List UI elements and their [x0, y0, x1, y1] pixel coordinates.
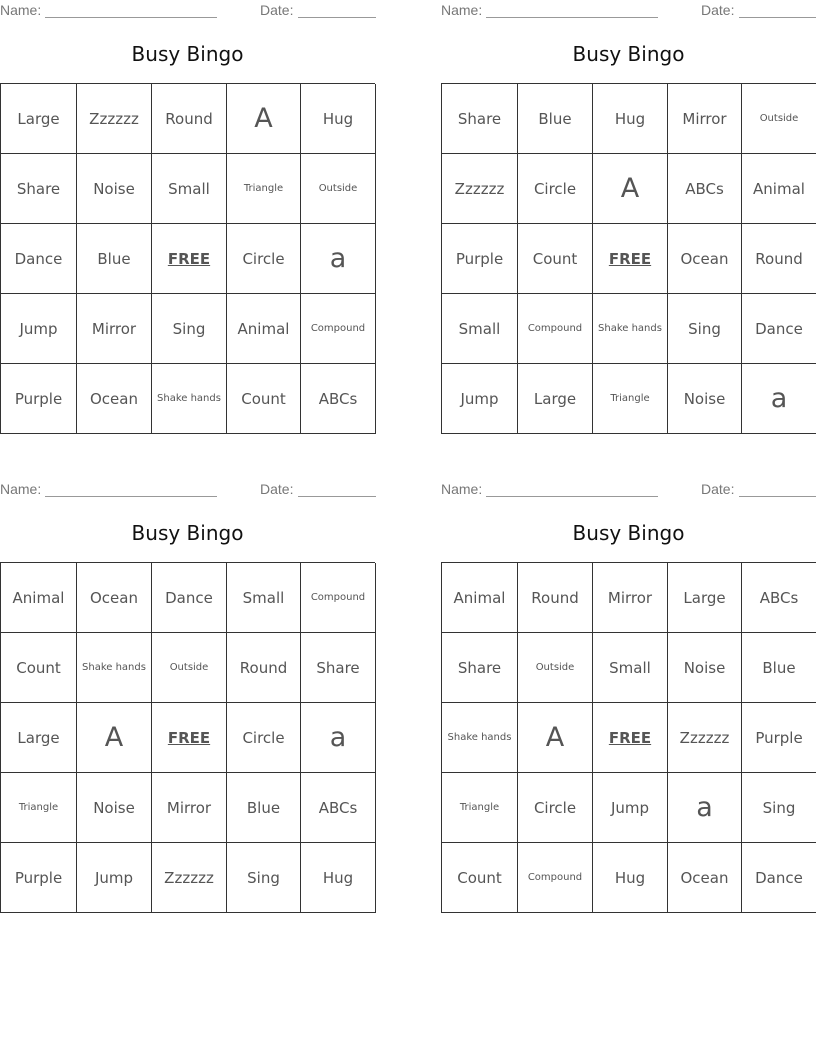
bingo-cell: Zzzzzz: [152, 843, 227, 913]
date-blank-line: [739, 17, 816, 18]
bingo-cell: Triangle: [227, 154, 301, 224]
bingo-cell: Ocean: [77, 364, 152, 434]
bingo-cell: Compound: [518, 294, 593, 364]
bingo-cell: Sing: [227, 843, 301, 913]
bingo-cell: Blue: [77, 224, 152, 294]
name-label: Name:: [441, 481, 483, 497]
bingo-cell: Large: [668, 563, 742, 633]
name-blank-line: [45, 17, 217, 18]
bingo-cell: Shake hands: [152, 364, 227, 434]
bingo-cell: Round: [518, 563, 593, 633]
bingo-cell: Jump: [442, 364, 518, 434]
free-space-cell: FREE: [152, 703, 227, 773]
bingo-cell: Round: [742, 224, 816, 294]
bingo-cell: Zzzzzz: [668, 703, 742, 773]
bingo-cell: a: [742, 364, 816, 434]
bingo-cell: Circle: [518, 773, 593, 843]
bingo-cell: Hug: [301, 84, 376, 154]
bingo-card-4: [441, 479, 816, 914]
bingo-cell: Ocean: [668, 843, 742, 913]
bingo-cell: Mirror: [593, 563, 668, 633]
bingo-cell: Dance: [152, 563, 227, 633]
card-title: Busy Bingo: [131, 521, 244, 545]
bingo-cell: Noise: [77, 773, 152, 843]
bingo-cell: Hug: [593, 843, 668, 913]
bingo-cell: Small: [152, 154, 227, 224]
bingo-cell: ABCs: [742, 563, 816, 633]
card-header: [441, 481, 816, 497]
bingo-cell: a: [668, 773, 742, 843]
bingo-cell: A: [518, 703, 593, 773]
bingo-grid: [0, 562, 375, 913]
bingo-cell: Outside: [301, 154, 376, 224]
bingo-cell: Hug: [593, 84, 668, 154]
free-space-cell: FREE: [152, 224, 227, 294]
bingo-cell: Compound: [301, 563, 376, 633]
card-header: [0, 481, 375, 497]
bingo-cell: Small: [442, 294, 518, 364]
bingo-cell: Share: [301, 633, 376, 703]
bingo-cell: Jump: [77, 843, 152, 913]
bingo-cell: Sing: [742, 773, 816, 843]
free-space-cell: FREE: [593, 703, 668, 773]
free-space-cell: FREE: [593, 224, 668, 294]
bingo-cell: Animal: [742, 154, 816, 224]
bingo-cell: Jump: [1, 294, 77, 364]
card-header: [0, 2, 375, 18]
bingo-cell: Mirror: [152, 773, 227, 843]
card-title: Busy Bingo: [572, 42, 685, 66]
bingo-cell: Circle: [518, 154, 593, 224]
bingo-cell: Share: [442, 633, 518, 703]
bingo-cell: Zzzzzz: [442, 154, 518, 224]
bingo-cell: Count: [1, 633, 77, 703]
bingo-cell: ABCs: [301, 773, 376, 843]
bingo-grid: [0, 83, 375, 434]
bingo-card-1: [0, 0, 375, 435]
bingo-cell: Shake hands: [593, 294, 668, 364]
bingo-cell: Compound: [518, 843, 593, 913]
bingo-cell: a: [301, 703, 376, 773]
date-blank-line: [298, 496, 376, 497]
card-title: Busy Bingo: [572, 521, 685, 545]
name-label: Name:: [0, 481, 42, 497]
bingo-cell: Large: [518, 364, 593, 434]
date-blank-line: [298, 17, 376, 18]
date-blank-line: [739, 496, 816, 497]
bingo-cell: Purple: [742, 703, 816, 773]
bingo-cell: Mirror: [77, 294, 152, 364]
bingo-cell: Round: [152, 84, 227, 154]
bingo-cell: Zzzzzz: [77, 84, 152, 154]
bingo-cell: Outside: [742, 84, 816, 154]
bingo-cell: Animal: [227, 294, 301, 364]
bingo-cell: Blue: [518, 84, 593, 154]
name-blank-line: [486, 496, 658, 497]
bingo-cell: ABCs: [301, 364, 376, 434]
bingo-cell: Compound: [301, 294, 376, 364]
bingo-cell: A: [77, 703, 152, 773]
bingo-cell: Animal: [442, 563, 518, 633]
bingo-cell: Share: [1, 154, 77, 224]
bingo-cell: Jump: [593, 773, 668, 843]
bingo-card-3: [0, 479, 375, 914]
bingo-cell: Noise: [77, 154, 152, 224]
name-label: Name:: [441, 2, 483, 18]
bingo-cell: Sing: [668, 294, 742, 364]
bingo-cell: Purple: [1, 364, 77, 434]
bingo-cell: Sing: [152, 294, 227, 364]
bingo-cell: Outside: [152, 633, 227, 703]
card-header: [441, 2, 816, 18]
bingo-cell: Triangle: [442, 773, 518, 843]
bingo-cell: Dance: [742, 843, 816, 913]
bingo-cell: Share: [442, 84, 518, 154]
name-blank-line: [45, 496, 217, 497]
date-label: Date:: [260, 481, 294, 497]
bingo-cell: Dance: [1, 224, 77, 294]
bingo-cell: Triangle: [593, 364, 668, 434]
bingo-cell: Purple: [1, 843, 77, 913]
bingo-cell: A: [593, 154, 668, 224]
name-blank-line: [486, 17, 658, 18]
bingo-grid: [441, 83, 816, 434]
bingo-cell: Small: [593, 633, 668, 703]
bingo-cell: Round: [227, 633, 301, 703]
bingo-cell: Blue: [742, 633, 816, 703]
bingo-cell: Circle: [227, 224, 301, 294]
bingo-cell: Large: [1, 703, 77, 773]
card-title: Busy Bingo: [131, 42, 244, 66]
bingo-cell: Count: [227, 364, 301, 434]
bingo-cell: a: [301, 224, 376, 294]
bingo-cell: Circle: [227, 703, 301, 773]
bingo-cell: Dance: [742, 294, 816, 364]
bingo-cell: Outside: [518, 633, 593, 703]
bingo-grid: [441, 562, 816, 913]
date-label: Date:: [701, 2, 735, 18]
bingo-cell: Small: [227, 563, 301, 633]
date-label: Date:: [260, 2, 294, 18]
bingo-cell: Ocean: [77, 563, 152, 633]
bingo-cell: Blue: [227, 773, 301, 843]
bingo-cell: Large: [1, 84, 77, 154]
bingo-cell: Purple: [442, 224, 518, 294]
bingo-cell: Animal: [1, 563, 77, 633]
bingo-cell: Shake hands: [77, 633, 152, 703]
date-label: Date:: [701, 481, 735, 497]
bingo-cell: ABCs: [668, 154, 742, 224]
bingo-cell: Noise: [668, 364, 742, 434]
name-label: Name:: [0, 2, 42, 18]
bingo-card-2: [441, 0, 816, 435]
bingo-cell: Ocean: [668, 224, 742, 294]
bingo-cell: Hug: [301, 843, 376, 913]
bingo-cell: Triangle: [1, 773, 77, 843]
bingo-cell: Count: [442, 843, 518, 913]
bingo-cell: A: [227, 84, 301, 154]
bingo-cell: Noise: [668, 633, 742, 703]
bingo-cell: Mirror: [668, 84, 742, 154]
bingo-cell: Shake hands: [442, 703, 518, 773]
bingo-cell: Count: [518, 224, 593, 294]
